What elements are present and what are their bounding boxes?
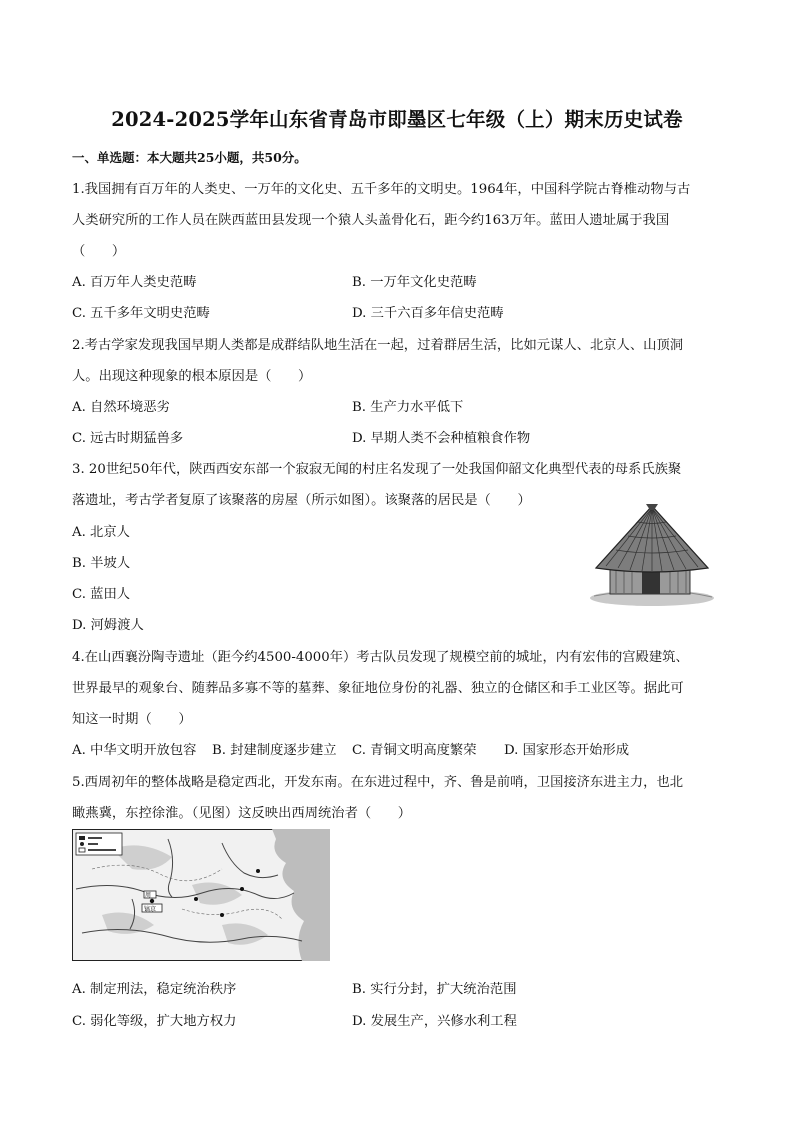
q3-option-c[interactable]: C. 蓝田人 xyxy=(72,587,131,602)
q2-option-a[interactable]: A. 自然环境恶劣 xyxy=(72,400,170,415)
exam-title: 2024-2025学年山东省青岛市即墨区七年级（上）期末历史试卷 xyxy=(111,108,683,131)
q1-line-3: （ ） xyxy=(72,244,126,259)
q4-line-1: 4.在山西襄汾陶寺遗址（距今约4500-4000年）考古队员发现了规模空前的城址，内有宏伟的宫殿建筑、 xyxy=(72,650,689,665)
q2-line-2: 人。出现这种现象的根本原因是（ ） xyxy=(72,369,312,384)
q1-line-1: 1.我国拥有百万年的人类史、一万年的文化史、五千多年的文明史。1964年，中国科学院古脊椎动物与古 xyxy=(72,182,691,197)
q1-line-2: 人类研究所的工作人员在陕西蓝田县发现一个猿人头盖骨化石，距今约163万年。蓝田人遗址属于我国 xyxy=(72,213,670,228)
q1-option-b[interactable]: B. 一万年文化史范畴 xyxy=(352,275,477,290)
q4-line-3: 知这一时期（ ） xyxy=(72,712,192,727)
q3-line-1: 3. 20世纪50年代，陕西西安东部一个寂寂无闻的村庄名发现了一处我国仰韶文化典型代表的母系氏族聚 xyxy=(72,462,682,477)
section-heading: 一、单选题：本大题共25小题，共50分。 xyxy=(72,150,307,165)
western-zhou-map xyxy=(72,829,330,961)
q3-option-a[interactable]: A. 北京人 xyxy=(72,525,130,540)
q4-option-a[interactable]: A. 中华文明开放包容 xyxy=(72,743,197,758)
q4-line-2: 世界最早的观象台、随葬品多寡不等的墓葬、象征地位身份的礼器、独立的仓储区和手工业区等。据此可 xyxy=(72,681,684,696)
q5-line-1: 5.西周初年的整体战略是稳定西北，开发东南。在东进过程中，齐、鲁是前哨，卫国接济东进主力，也北 xyxy=(72,775,684,790)
banpo-hut-image xyxy=(586,500,718,608)
q5-option-c[interactable]: C. 弱化等级，扩大地方权力 xyxy=(72,1014,237,1029)
q1-option-a[interactable]: A. 百万年人类史范畴 xyxy=(72,275,197,290)
q5-line-2: 瞰燕冀，东控徐淮。（见图）这反映出西周统治者（ ） xyxy=(72,806,412,821)
q3-line-2: 落遗址，考古学者复原了该聚落的房屋（所示如图）。该聚落的居民是（ ） xyxy=(72,493,531,508)
q1-option-d[interactable]: D. 三千六百多年信史范畴 xyxy=(352,306,504,321)
q5-option-d[interactable]: D. 发展生产，兴修水利工程 xyxy=(352,1014,517,1029)
map-label-haojing: 镐京 xyxy=(144,906,157,913)
q2-line-1: 2.考古学家发现我国早期人类都是成群结队地生活在一起，过着群居生活，比如元谋人、北京人、山顶洞 xyxy=(72,338,684,353)
q1-option-c[interactable]: C. 五千多年文明史范畴 xyxy=(72,306,210,321)
q5-option-b[interactable]: B. 实行分封，扩大统治范围 xyxy=(352,982,517,997)
q3-option-b[interactable]: B. 半坡人 xyxy=(72,556,131,571)
q2-option-b[interactable]: B. 生产力水平低下 xyxy=(352,400,464,415)
map-label-zhou: 周 xyxy=(145,892,152,899)
q4-option-d[interactable]: D. 国家形态开始形成 xyxy=(504,743,630,758)
q5-option-a[interactable]: A. 制定刑法，稳定统治秩序 xyxy=(72,982,237,997)
q3-option-d[interactable]: D. 河姆渡人 xyxy=(72,618,144,633)
q4-option-b[interactable]: B. 封建制度逐步建立 xyxy=(212,743,337,758)
q2-option-c[interactable]: C. 远古时期猛兽多 xyxy=(72,431,184,446)
q4-option-c[interactable]: C. 青铜文明高度繁荣 xyxy=(352,743,477,758)
q2-option-d[interactable]: D. 早期人类不会种植粮食作物 xyxy=(352,431,531,446)
